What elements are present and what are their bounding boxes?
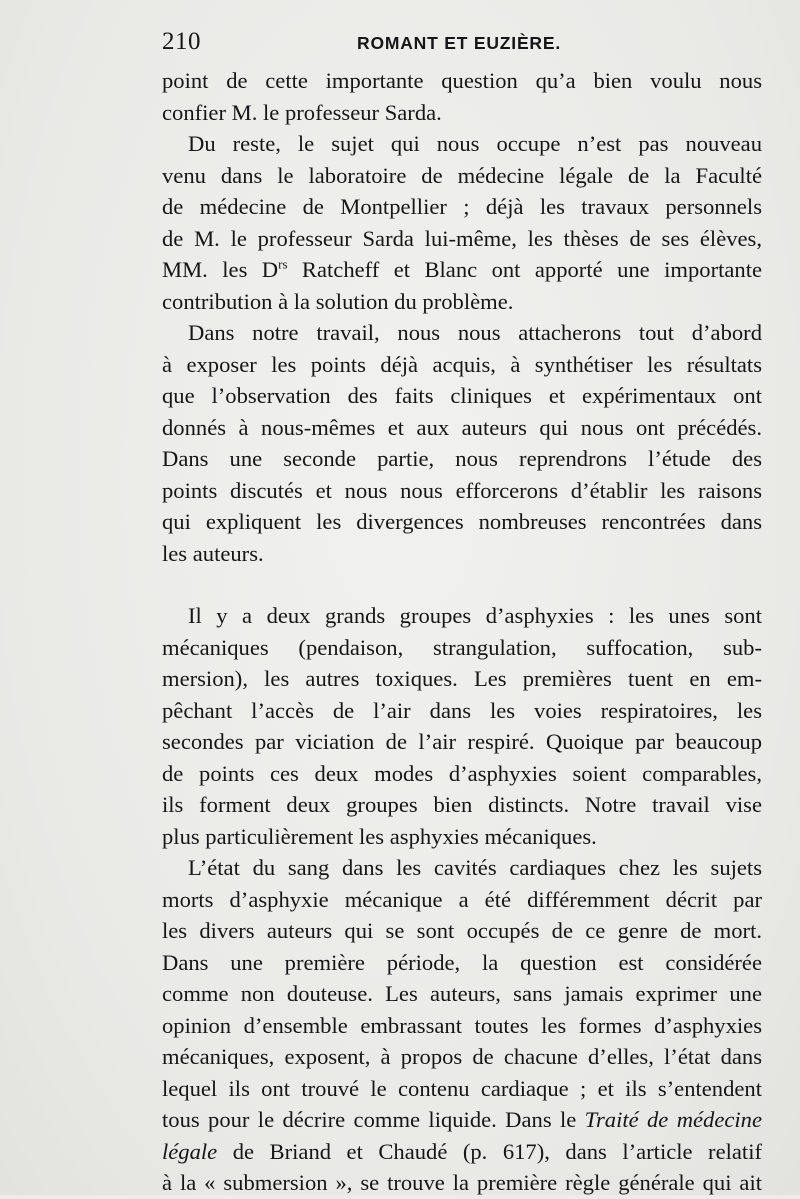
text-line: comme non douteuse. Les auteurs, sans jamais exprimer une <box>162 981 762 1006</box>
text-fragment: de Briand et Chaudé (p. 617), dans l’article relatif <box>217 1138 762 1164</box>
text-line: points discutés et nous nous efforcerons d’établir les raisons <box>162 477 762 503</box>
text-line: point de cette importante question qu’a bien voulu nous <box>162 68 762 93</box>
paragraph-1 <box>162 65 762 128</box>
superscript: rs <box>278 256 288 272</box>
text-line: mécaniques (pendaison, strangulation, suffocation, sub- <box>162 634 762 660</box>
text-fragment: MM. les D <box>162 257 279 282</box>
text-line: mécaniques, exposent, à propos de chacune d’elles, l’état dans <box>162 1044 762 1069</box>
text-line: Il y a deux grands groupes d’asphyxies : les unes sont <box>188 603 762 628</box>
page-number: 210 <box>162 28 201 55</box>
text-line: Dans une seconde partie, nous reprendrons l’étude des <box>162 446 762 471</box>
text-line: venu dans le laboratoire de médecine légale de la Faculté <box>162 162 762 188</box>
paragraph-5 <box>162 852 762 1199</box>
section-gap <box>162 569 762 600</box>
text-line: confier M. le professeur Sarda. <box>162 99 442 125</box>
body-text <box>162 65 762 1199</box>
page-header <box>162 26 762 60</box>
paragraph-4 <box>162 600 762 852</box>
italic-title: Traité de médecine <box>584 1107 763 1132</box>
text-line: qui expliquent les divergences nombreuses rencontrées dans <box>162 509 762 534</box>
italic-title: légale <box>162 1138 218 1164</box>
text-line: de points ces deux modes d’asphyxies soient comparables, <box>162 760 762 786</box>
text-line: que l’observation des faits cliniques et expérimentaux ont <box>162 383 762 408</box>
text-line: opinion d’ensemble embrassant toutes les formes d’asphyxies <box>162 1012 762 1038</box>
paragraph-2 <box>162 128 762 317</box>
text-line: L’état du sang dans les cavités cardiaques chez les sujets <box>188 855 762 880</box>
running-head: ROMANT ET EUZIÈRE. <box>357 33 561 53</box>
text-fragment: Ratcheff et Blanc ont apporté une importante <box>287 257 762 282</box>
text-line: morts d’asphyxie mécanique a été différemment décrit par <box>162 886 762 912</box>
text-line <box>162 254 762 286</box>
text-line <box>162 1136 762 1168</box>
text-line: à la « submersion », se trouve la première règle générale qui ait <box>162 1170 762 1195</box>
text-line: lequel ils ont trouvé le contenu cardiaque ; et ils s’entendent <box>162 1075 762 1101</box>
text-line: Du reste, le sujet qui nous occupe n’est pas nouveau <box>188 131 762 156</box>
text-line: Dans notre travail, nous nous attacherons tout d’abord <box>188 320 762 345</box>
text-fragment: tous pour le décrire comme liquide. Dans le <box>162 1107 585 1132</box>
text-line: à exposer les points déjà acquis, à synthétiser les résultats <box>162 351 762 377</box>
text-line: plus particulièrement les asphyxies mécaniques. <box>162 823 597 849</box>
text-line: de médecine de Montpellier ; déjà les travaux personnels <box>162 194 762 219</box>
text-line: contribution à la solution du problème. <box>162 288 514 314</box>
text-line: mersion), les autres toxiques. Les premières tuent en em- <box>162 666 762 691</box>
text-line <box>162 1104 762 1136</box>
text-line: les auteurs. <box>162 540 264 566</box>
text-line: les divers auteurs qui se sont occupés de ce genre de mort. <box>162 918 762 943</box>
text-line: secondes par viciation de l’air respiré. Quoique par beaucoup <box>162 729 762 754</box>
text-line: donnés à nous-mêmes et aux auteurs qui nous ont précédés. <box>162 414 762 440</box>
text-line: Dans une première période, la question est considérée <box>162 949 762 975</box>
text-line: ils forment deux groupes bien distincts. Notre travail vise <box>162 792 762 817</box>
text-line: pêchant l’accès de l’air dans les voies respiratoires, les <box>162 697 762 723</box>
paragraph-3 <box>162 317 762 569</box>
text-line: de M. le professeur Sarda lui-même, les thèses de ses élèves, <box>162 225 762 251</box>
